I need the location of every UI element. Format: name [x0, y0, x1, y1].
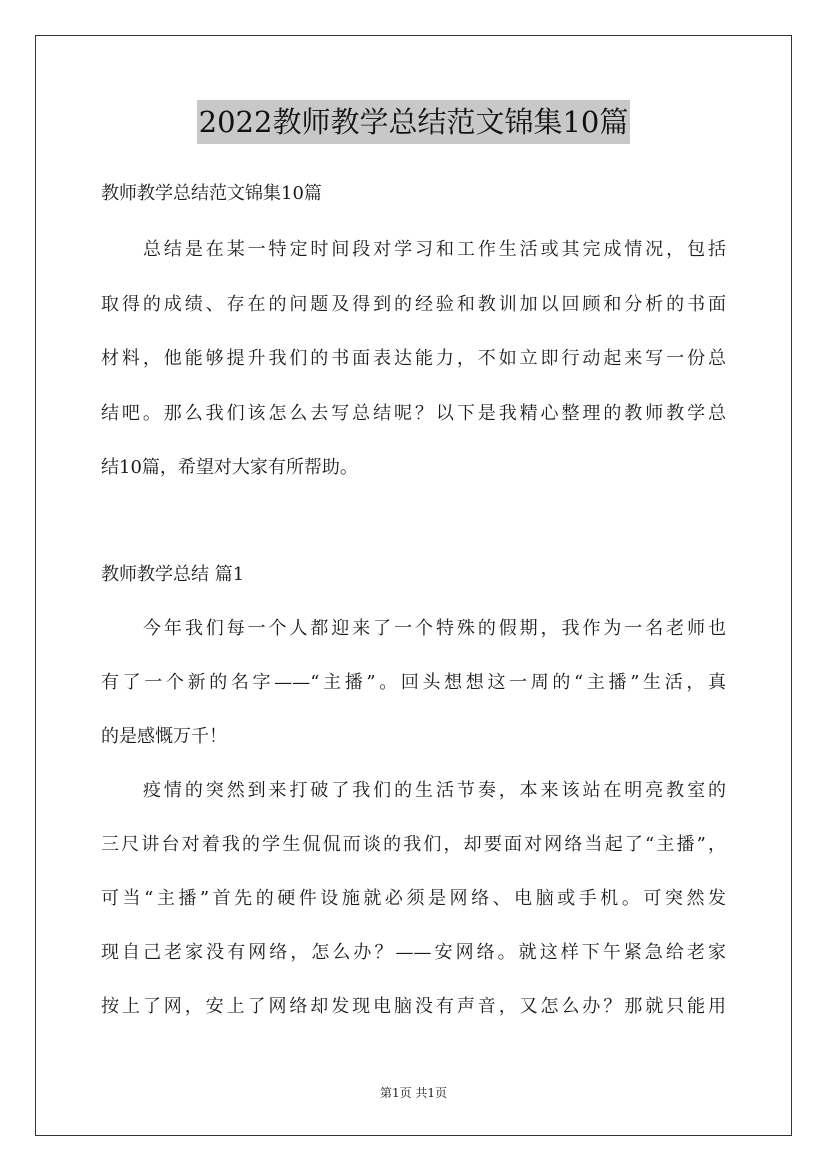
- title-container: [0, 100, 827, 144]
- paragraph-line: 疫情的突然到来打破了我们的生活节奏，本来该站在明亮教室的: [143, 780, 726, 801]
- intro-line: 取得的成绩、存在的问题及得到的经验和教训加以回顾和分析的书面: [101, 294, 726, 315]
- intro-line: 材料，他能够提升我们的书面表达能力，不如立即行动起来写一份总: [101, 348, 726, 369]
- document-subtitle: 教师教学总结范文锦集10篇: [101, 183, 322, 204]
- page-number-footer: 第1页 共1页: [379, 1086, 448, 1100]
- intro-line: 结10篇，希望对大家有所帮助。: [101, 457, 358, 478]
- section-heading: 教师教学总结 篇1: [101, 564, 245, 585]
- paragraph-line: 按上了网，安上了网络却发现电脑没有声音，又怎么办？那就只能用: [101, 996, 726, 1017]
- paragraph-line: 现自己老家没有网络，怎么办？——安网络。就这样下午紧急给老家: [101, 942, 726, 963]
- intro-line: 总结是在某一特定时间段对学习和工作生活或其完成情况，包括: [143, 239, 726, 260]
- paragraph-line: 有了一个新的名字——“主播”。回头想想这一周的“主播”生活，真: [101, 672, 726, 693]
- paragraph-line: 的是感慨万千！: [101, 726, 227, 747]
- document-title: 2022教师教学总结范文锦集10篇: [197, 100, 631, 144]
- paragraph-line: 可当“主播”首先的硬件设施就必须是网络、电脑或手机。可突然发: [101, 888, 726, 909]
- paragraph-line: 三尺讲台对着我的学生侃侃而谈的我们，却要面对网络当起了“主播”，: [101, 834, 726, 855]
- intro-line: 结吧。那么我们该怎么去写总结呢？以下是我精心整理的教师教学总: [101, 403, 726, 424]
- paragraph-line: 今年我们每一个人都迎来了一个特殊的假期，我作为一名老师也: [143, 618, 726, 639]
